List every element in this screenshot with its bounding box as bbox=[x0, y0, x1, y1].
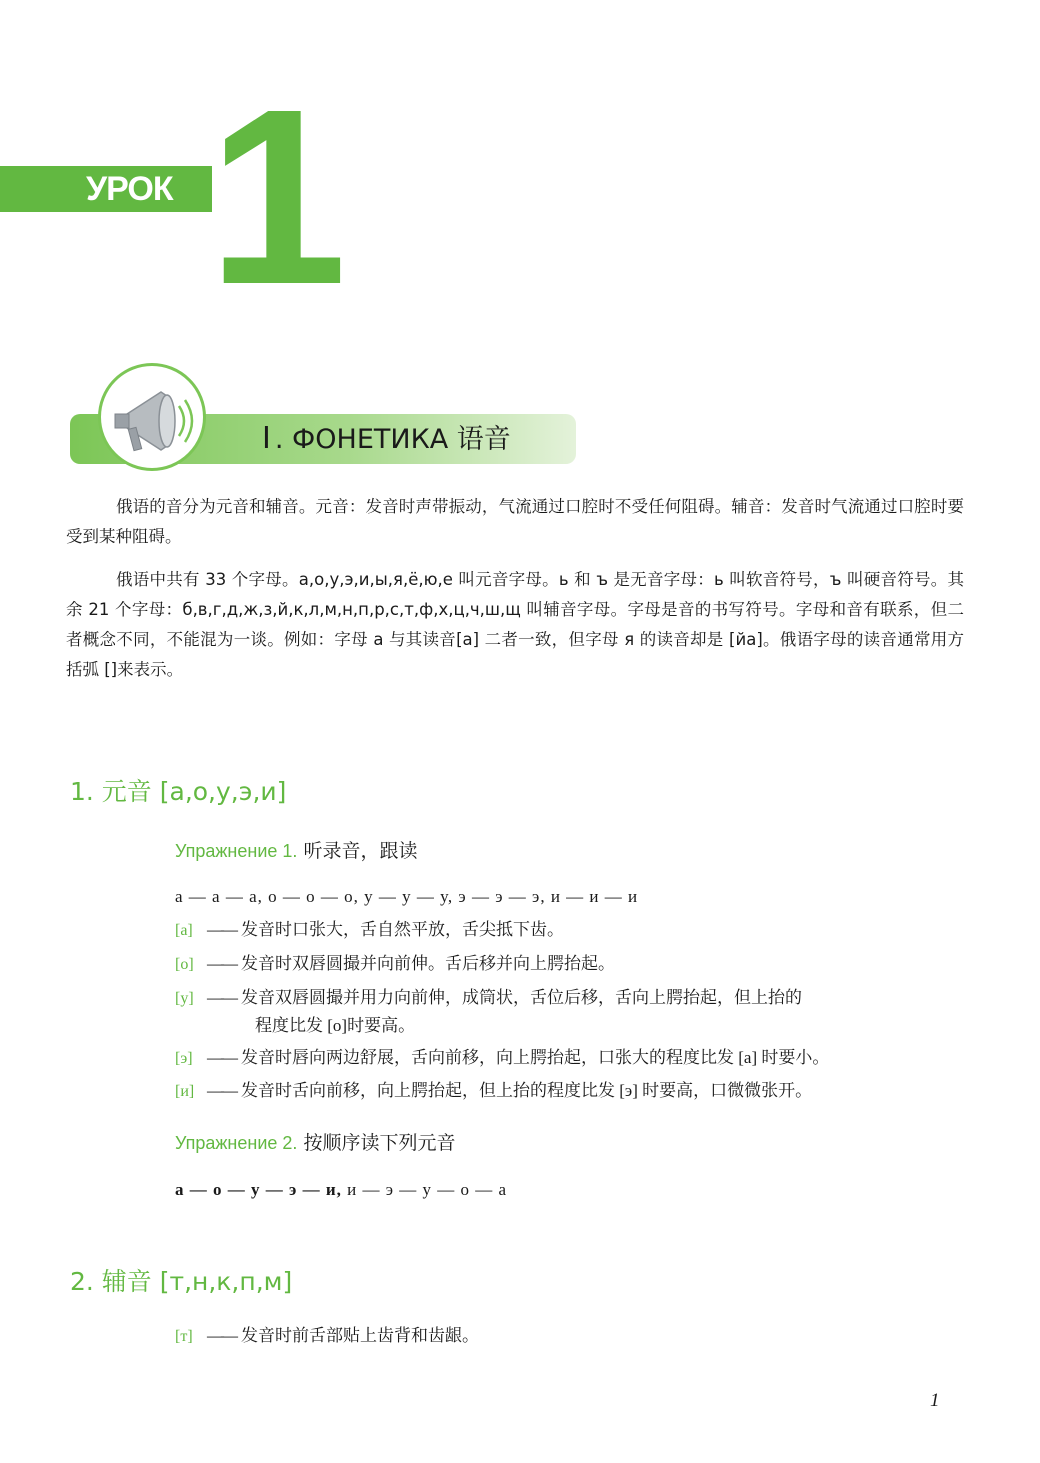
exercise-2-label: Упражнение 2. bbox=[175, 1133, 298, 1153]
consonant-note-t: [т] —— 发音时前舌部贴上齿背和齿龈。 bbox=[175, 1322, 965, 1350]
drill-regular-part: и — э — у — о — а bbox=[341, 1180, 508, 1199]
section-title-text: . ФОНЕТИКА 语音 bbox=[274, 424, 511, 455]
note-text: 发音双唇圆撮并用力向前伸，成筒状，舌位后移，舌向上腭抬起，但上抬的 bbox=[241, 988, 802, 1007]
exercise-1-label: Упражнение 1. bbox=[175, 841, 298, 861]
section-roman-numeral: Ⅰ bbox=[262, 422, 271, 455]
vowel-drill-line: а — а — а, о — о — о, у — у — у, э — э — э, и — и — и bbox=[175, 887, 639, 906]
megaphone-icon bbox=[98, 363, 206, 471]
lesson-number: 1 bbox=[208, 57, 344, 336]
section-title bbox=[262, 414, 511, 464]
vowel-note-u: [у] —— 发音双唇圆撮并用力向前伸，成筒状，舌位后移，舌向上腭抬起，但上抬的 程度比发 [о]时要高。 bbox=[175, 984, 965, 1039]
note-text: 发音时口张大，舌自然平放，舌尖抵下齿。 bbox=[241, 920, 564, 939]
exercise-2-heading bbox=[175, 1128, 455, 1155]
note-text-continued: 程度比发 [о]时要高。 bbox=[255, 1016, 416, 1035]
note-text: 发音时双唇圆撮并向前伸。舌后移并向上腭抬起。 bbox=[241, 954, 615, 973]
vowel-note-a: [а] —— 发音时口张大，舌自然平放，舌尖抵下齿。 bbox=[175, 916, 965, 944]
note-text: 发音时舌向前移，向上腭抬起，但上抬的程度比发 [э] 时要高，口微微张开。 bbox=[241, 1081, 813, 1100]
vowel-note-e: [э] —— 发音时唇向两边舒展，舌向前移，向上腭抬起，口张大的程度比发 [а] 时要小。 bbox=[175, 1044, 965, 1072]
vowel-note-i: [и] —— 发音时舌向前移，向上腭抬起，但上抬的程度比发 [э] 时要高，口微微张开。 bbox=[175, 1077, 965, 1105]
intro-paragraph-1: 俄语的音分为元音和辅音。元音：发音时声带振动，气流通过口腔时不受任何阻碍。辅音：发音时气流通过口腔时要受到某种阻碍。 bbox=[66, 497, 964, 546]
sound-label: [э] bbox=[175, 1050, 193, 1067]
exercise-2-text: 按顺序读下列元音 bbox=[303, 1132, 456, 1154]
vowel-note-o: [о] —— 发音时双唇圆撮并向前伸。舌后移并向上腭抬起。 bbox=[175, 950, 965, 978]
drill-bold-part: а — о — у — э — и, bbox=[175, 1180, 342, 1199]
exercise-1-text: 听录音，跟读 bbox=[303, 840, 418, 862]
intro-paragraph-2: 俄语中共有 33 个字母。а,о,у,э,и,ы,я,ё,ю,е 叫元音字母。ь 和 ъ 是无音字母：ь 叫软音符号，ъ 叫硬音符号。其余 21 个字母：б,в,г,д,ж,з,й,к,л,м,н,п,р,с,т,ф,х,ц,ч,ш,щ 叫辅音字母。字母是音的书写符号。字母和音有联系，但二者概念不同，不能混为一谈。例如：字母 а 与其读音[а] 二者一致，但字母 я 的读音却是 [йа]。俄语字母的读音通常用方括弧 []来表示。 bbox=[66, 570, 964, 679]
vowels-heading: 1. 元音 [а,о,у,э,и] bbox=[70, 777, 287, 806]
note-text: 发音时唇向两边舒展，舌向前移，向上腭抬起，口张大的程度比发 [а] 时要小。 bbox=[241, 1048, 830, 1067]
sound-label: [а] bbox=[175, 922, 193, 939]
note-text: 发音时前舌部贴上齿背和齿龈。 bbox=[241, 1326, 479, 1345]
consonants-heading: 2. 辅音 [т,н,к,п,м] bbox=[70, 1267, 293, 1296]
lesson-word: УРОК bbox=[86, 170, 173, 208]
exercise-1-heading bbox=[175, 836, 417, 863]
vowel-order-drill bbox=[175, 1180, 507, 1200]
page-number: 1 bbox=[930, 1390, 940, 1411]
sound-label: [о] bbox=[175, 956, 194, 973]
sound-label: [т] bbox=[175, 1328, 193, 1345]
sound-label: [у] bbox=[175, 990, 194, 1007]
sound-label: [и] bbox=[175, 1083, 195, 1100]
